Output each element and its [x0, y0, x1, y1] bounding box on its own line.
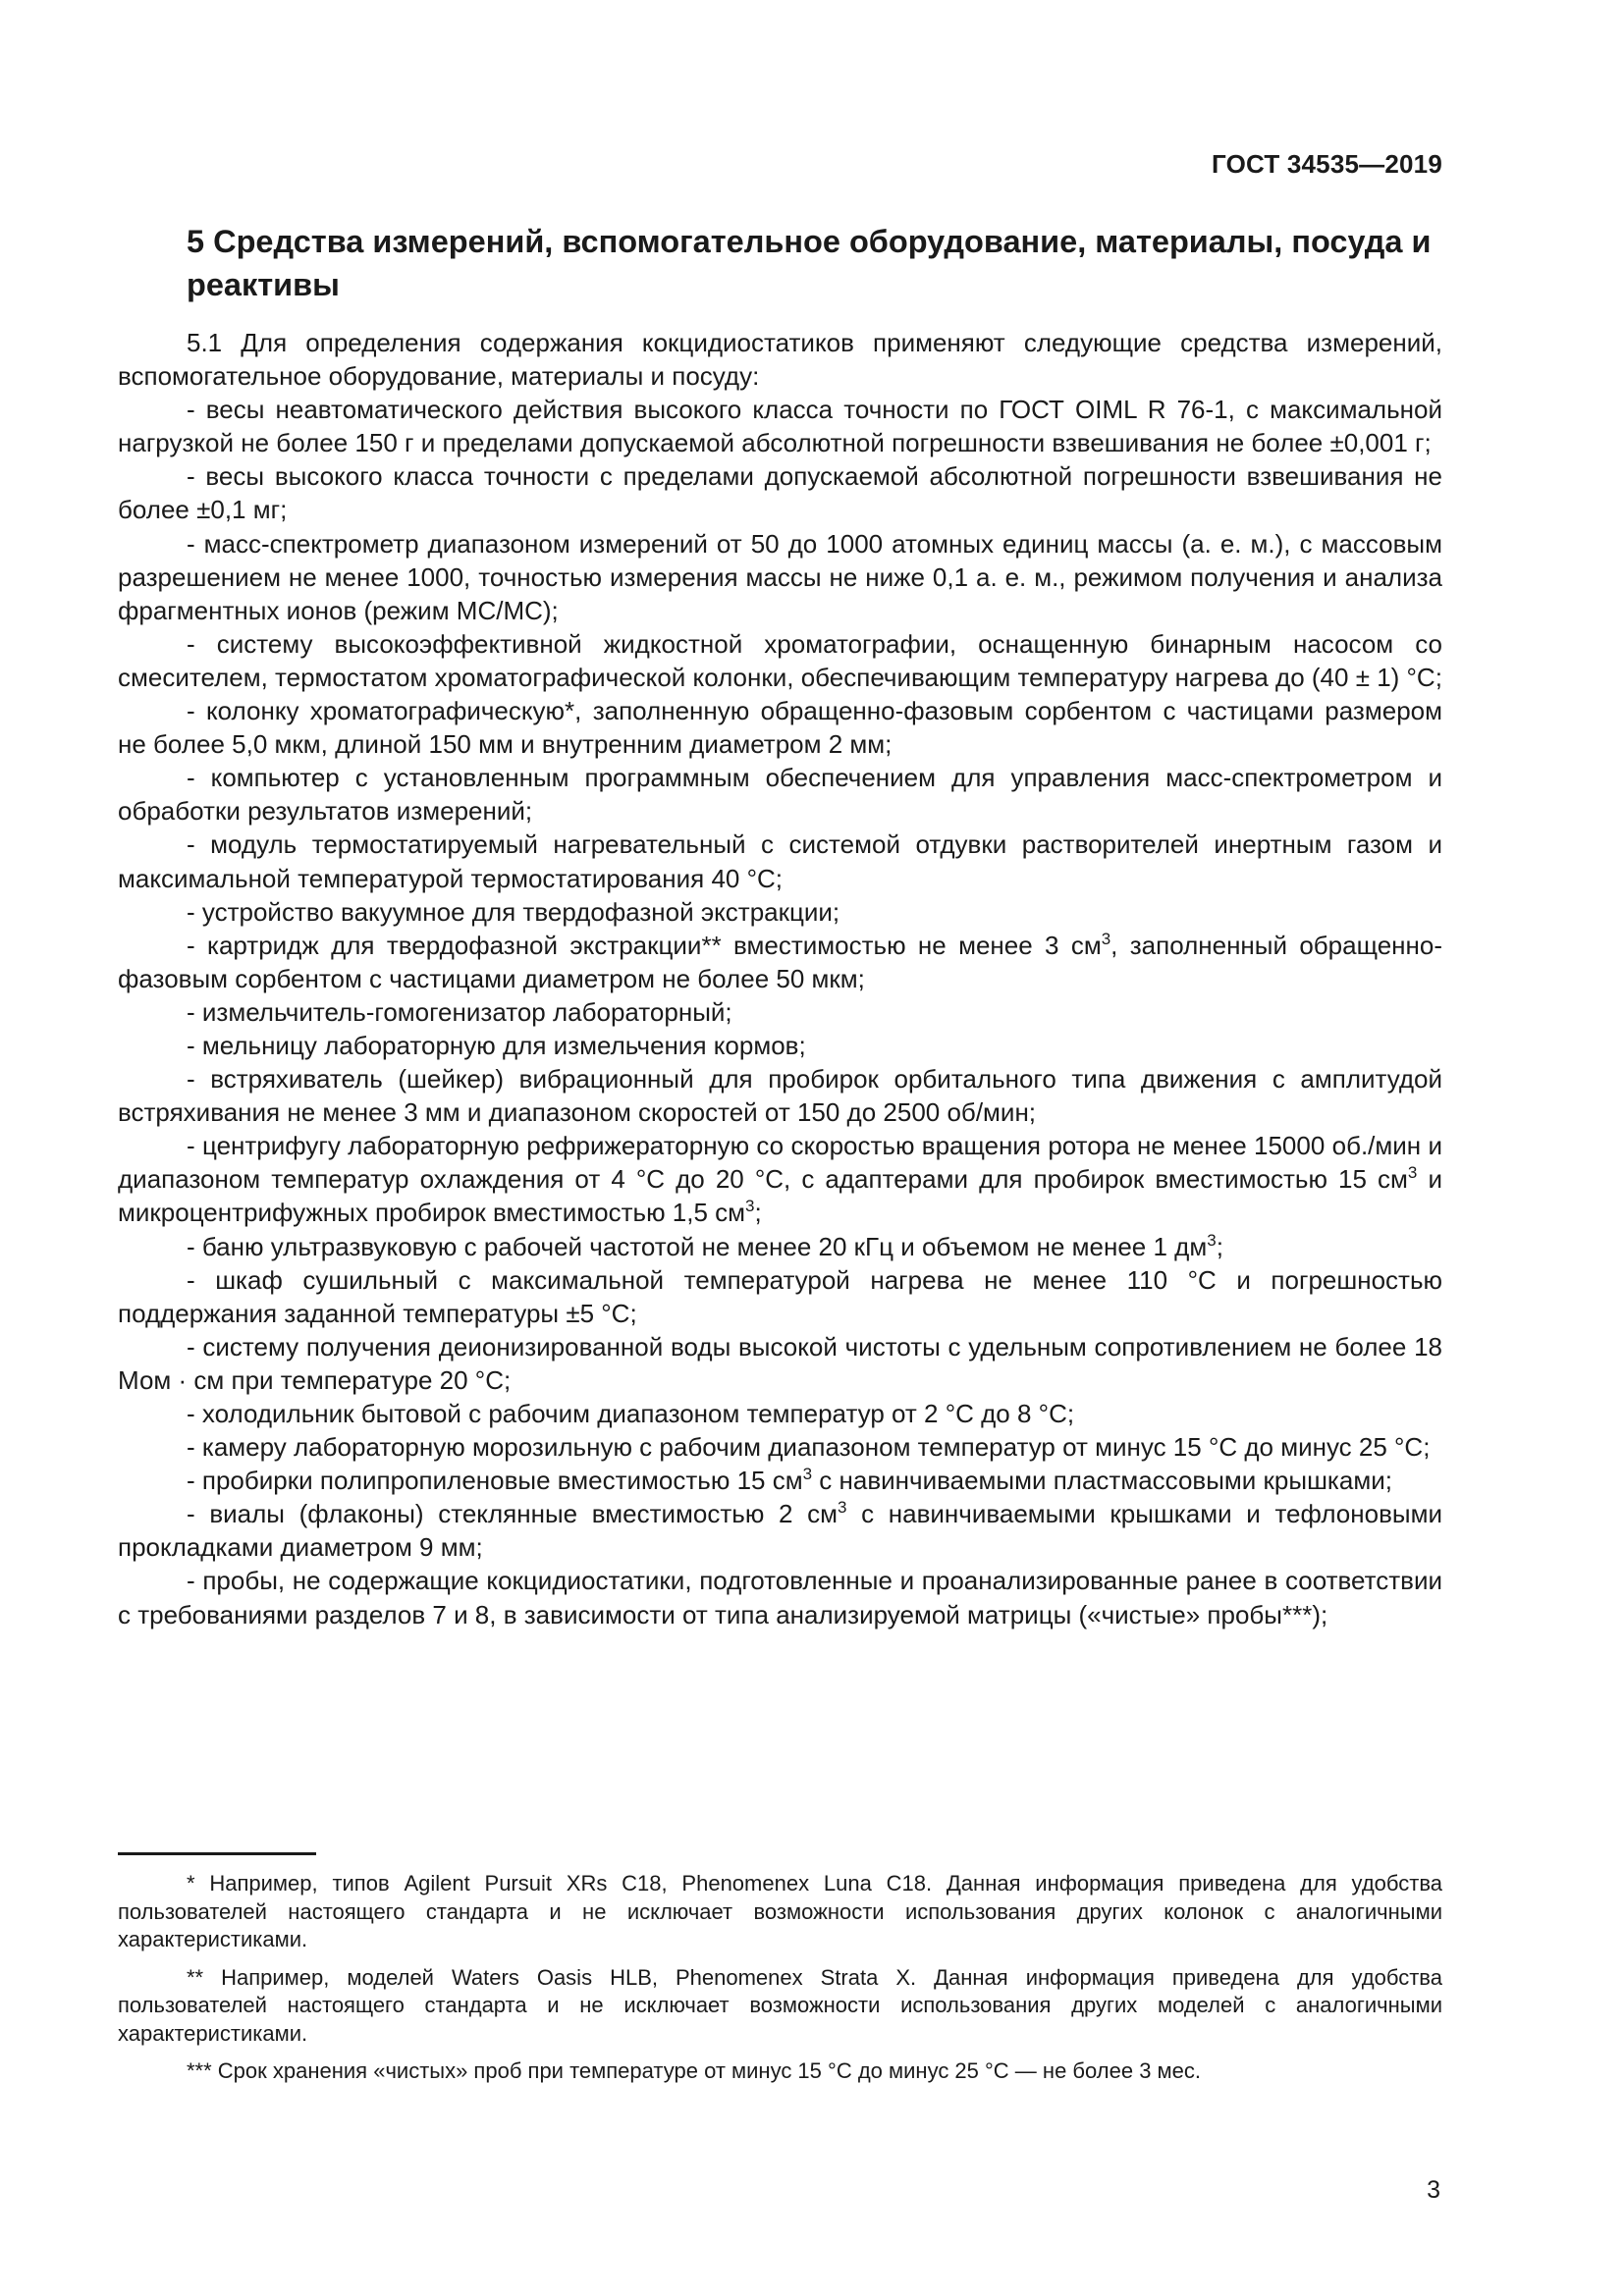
- list-item: - холодильник бытовой с рабочим диапазоном температур от 2 °С до 8 °С;: [187, 1399, 1075, 1428]
- list-item: - весы неавтоматического действия высокого класса точности по ГОСТ OIML R 76-1, с максимальной нагрузкой не более 150 г и пределами допускаемой абсолютной погрешности взвешивания не более ±0,001 г;: [118, 395, 1442, 458]
- footnote-separator: [118, 1852, 316, 1855]
- list-item: - шкаф сушильный с максимальной температурой нагрева не менее 110 °С и погрешностью поддержания заданной температуры ±5 °С;: [118, 1264, 1442, 1328]
- section-body: [118, 326, 1442, 1631]
- text-segment: с навинчиваемыми пластмассовыми крышками;: [812, 1466, 1392, 1496]
- list-item: - измельчитель-гомогенизатор лабораторный;: [187, 996, 732, 1027]
- list-item: - компьютер с установленным программным обеспечением для управления масс-спектрометром и обработки результатов измерений;: [118, 763, 1442, 827]
- footnote: * Например, типов Agilent Pursuit XRs C18, Phenomenex Luna C18. Данная информация приведена для удобства пользователей настоящего стандарта и не исключает возможности использования других колонок с аналогичными характеристиками.: [118, 1871, 1442, 1951]
- text-segment: - пробирки полипропиленовые вместимостью 15 см: [187, 1466, 803, 1496]
- text-segment: - картридж для твердофазной экстракции** вместимостью не менее 3 см: [187, 930, 1102, 960]
- list-item: - устройство вакуумное для твердофазной экстракции;: [187, 896, 840, 927]
- footnotes: [118, 1870, 1442, 2096]
- list-item: - систему высокоэффективной жидкостной хроматографии, оснащенную бинарным насосом со смесителем, термостатом хроматографической колонки, обеспечивающим температуру нагрева до (40 ± 1) °С;: [118, 628, 1442, 692]
- list-item: - встряхиватель (шейкер) вибрационный для пробирок орбитального типа движения с амплитудой встряхивания не менее 3 мм и диапазоном скоростей от 150 до 2500 об/мин;: [118, 1064, 1442, 1128]
- text-segment: - центрифугу лабораторную рефрижераторную со скоростью вращения ротора не менее 15000 об./мин и диапазоном температур охлаждения от 4 °С до 20 °С, с адаптерами для пробирок вместимостью 15 см: [118, 1131, 1442, 1195]
- text-segment: , заполненный обращенно-фазовым сорбентом с частицами диаметром не более 50 мкм;: [118, 930, 1442, 993]
- list-item: - масс-спектрометр диапазоном измерений от 50 до 1000 атомных единиц массы (а. е. м.), с массовым разрешением не менее 1000, точностью измерения массы не ниже 0,1 а. е. м., режимом получения и анализа фрагментных ионов (режим МС/МС);: [118, 528, 1442, 625]
- list-item: [118, 1497, 1442, 1564]
- text-segment: - баню ультразвуковую с рабочей частотой не менее 20 кГц и объемом не менее 1 дм: [187, 1231, 1208, 1261]
- list-item: - весы высокого класса точности с пределами допускаемой абсолютной погрешности взвешивания не более ±0,1 мг;: [118, 461, 1442, 525]
- list-item: - систему получения деионизированной воды высокой чистоты с удельным сопротивлением не более 18 Мом · см при температуре 20 °С;: [118, 1331, 1442, 1395]
- list-item: - камеру лабораторную морозильную с рабочим диапазоном температур от минус 15 °С до минус 25 °С;: [187, 1432, 1431, 1463]
- list-item: - пробы, не содержащие кокцидиостатики, подготовленные и проанализированные ранее в соответствии с требованиями разделов 7 и 8, в зависимости от типа анализируемой матрицы («чистые» пробы***);: [118, 1566, 1442, 1629]
- section-title: 5 Средства измерений, вспомогательное оборудование, материалы, посуда и реактивы: [187, 224, 1432, 302]
- superscript: 3: [1207, 1230, 1217, 1250]
- list-item: [118, 1464, 1442, 1497]
- list-item: [118, 1230, 1442, 1263]
- text-segment: - виалы (флаконы) стеклянные вместимостью 2 см: [187, 1499, 838, 1529]
- superscript: 3: [802, 1465, 813, 1483]
- footnote: ** Например, моделей Waters Oasis HLB, Phenomenex Strata X. Данная информация приведена для удобства пользователей настоящего стандарта и не исключает возможности использования других моделей с аналогичными характеристиками.: [118, 1964, 1442, 2046]
- footnote: *** Срок хранения «чистых» проб при температуре от минус 15 °С до минус 25 °С — не более 3 мес.: [187, 2058, 1202, 2083]
- list-item: - колонку хроматографическую*, заполненную обращенно-фазовым сорбентом с частицами размером не более 5,0 мкм, длиной 150 мм и внутренним диаметром 2 мм;: [118, 696, 1442, 760]
- superscript: 3: [745, 1197, 755, 1216]
- text-segment: и микроцентрифужных пробирок вместимостью 1,5 см: [118, 1164, 1442, 1228]
- list-item: - модуль термостатируемый нагревательный с системой отдувки растворителей инертным газом и максимальной температурой термостатирования 40 °С;: [118, 829, 1442, 893]
- text-segment: ;: [1216, 1231, 1223, 1261]
- paragraph-intro: 5.1 Для определения содержания кокцидиостатиков применяют следующие средства измерений, вспомогательное оборудование, материалы и посуду:: [118, 328, 1442, 392]
- list-item: [118, 929, 1442, 995]
- document-id-header: ГОСТ 34535—2019: [1212, 149, 1442, 179]
- text-segment: ;: [754, 1198, 762, 1228]
- page-number: 3: [1427, 2176, 1440, 2204]
- superscript: 3: [837, 1498, 847, 1518]
- superscript: 3: [1407, 1163, 1418, 1183]
- superscript: 3: [1101, 929, 1111, 948]
- list-item: [118, 1129, 1442, 1229]
- text-segment: с навинчиваемыми крышками и тефлоновыми прокладками диаметром 9 мм;: [118, 1499, 1442, 1563]
- list-item: - мельницу лабораторную для измельчения кормов;: [187, 1030, 806, 1060]
